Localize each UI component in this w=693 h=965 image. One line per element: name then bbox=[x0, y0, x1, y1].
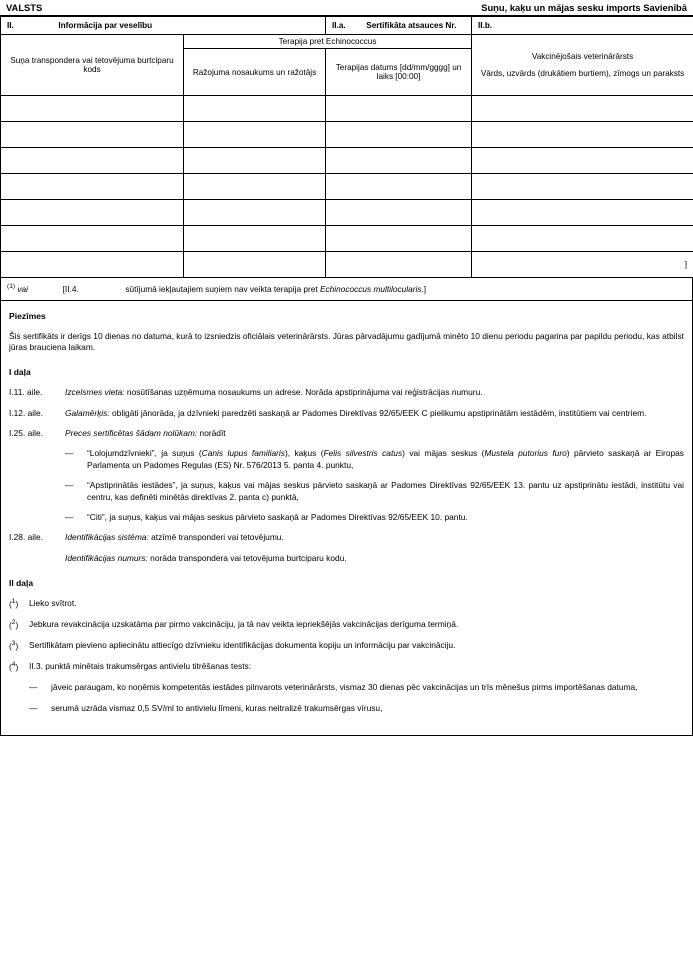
note-i12-label: I.12. aile. bbox=[9, 407, 43, 418]
notes-section bbox=[0, 301, 693, 736]
table-section-header-row bbox=[1, 17, 693, 35]
note-ii-3-text: Sertifikātam pievieno apliecinātu attiecīgo dzīvnieku identifikācijas dokumenta kopiju un informāciju par vakcināciju. bbox=[29, 640, 456, 651]
note-i28-body-2: Identifikācijas numurs: norāda transpondera vai tetovējuma burtciparu kodu. bbox=[65, 552, 347, 563]
cell-treatment-date[interactable] bbox=[326, 226, 472, 252]
column-header-product: Ražojuma nosaukums un ražotājs bbox=[184, 49, 326, 96]
cell-vet[interactable] bbox=[472, 122, 693, 148]
note-ii-4-number: ($^4$) bbox=[9, 661, 19, 673]
section-iib-number: II.b. bbox=[478, 21, 493, 30]
note-ii-2-number: ($^2$) bbox=[9, 619, 19, 630]
cell-transponder[interactable] bbox=[1, 96, 184, 122]
note-ii-3 bbox=[9, 640, 684, 652]
cell-treatment-date[interactable] bbox=[326, 96, 472, 122]
footnote-line bbox=[0, 278, 693, 301]
note-i11 bbox=[9, 387, 684, 398]
note-ii-4-bullets bbox=[9, 682, 684, 714]
cell-product[interactable] bbox=[184, 122, 326, 148]
notes-intro: Šis sertifikāts ir derīgs 10 dienas no datuma, kurā to izsniedzis oficiālais veterinārārsts. Jūras pārvadājumu gadījumā minēto 10 dienu periodu pagarina par papildu periodu, kas atbilst jūras brauciena laikam. bbox=[9, 330, 684, 353]
table-row[interactable] bbox=[1, 200, 693, 226]
section-ii-title: Informācija par veselību bbox=[58, 21, 153, 30]
cell-transponder[interactable] bbox=[1, 148, 184, 174]
dash-icon: — bbox=[29, 682, 38, 693]
footnote-italic-species: Echinococcus multilocularis bbox=[320, 283, 422, 294]
table-row-last[interactable] bbox=[1, 252, 693, 278]
cell-product[interactable] bbox=[184, 200, 326, 226]
cell-treatment-date[interactable] bbox=[326, 148, 472, 174]
footnote-marker: (1) bbox=[7, 283, 16, 290]
footnote-text-after: .] bbox=[421, 283, 427, 294]
section-iib-cell bbox=[472, 17, 693, 35]
cell-treatment-date[interactable] bbox=[326, 174, 472, 200]
note-i25-body: Preces sertificētas šādam nolūkam: norādīt bbox=[65, 428, 226, 439]
note-ii-4-bullet-1 bbox=[29, 682, 684, 693]
dash-icon: — bbox=[65, 480, 74, 491]
note-ii-2 bbox=[9, 619, 684, 631]
column-header-vet-details: Vārds, uzvārds (drukātiem burtiem), zīmogs un paraksts bbox=[480, 69, 685, 78]
footnote-vai: vai bbox=[17, 283, 28, 294]
section-ii-cell bbox=[1, 17, 326, 35]
certificate-table bbox=[0, 16, 693, 278]
part1-title: I daļa bbox=[9, 367, 31, 378]
cell-transponder[interactable] bbox=[1, 174, 184, 200]
cell-treatment-date[interactable] bbox=[326, 252, 472, 278]
cell-vet[interactable] bbox=[472, 148, 693, 174]
footnote-ref: [II.4. bbox=[62, 283, 79, 294]
note-i12 bbox=[9, 408, 684, 419]
cell-product[interactable] bbox=[184, 226, 326, 252]
section-iia-title: Sertifikāta atsauces Nr. bbox=[366, 21, 457, 30]
note-i25-bullets bbox=[9, 448, 684, 523]
header-title: Suņu, kaķu un mājas sesku imports Savienībā bbox=[481, 2, 687, 13]
section-ii-number: II. bbox=[7, 21, 14, 30]
dash-icon: — bbox=[65, 448, 74, 459]
group-header-echinococcus: Terapija pret Echinococcus bbox=[184, 35, 472, 49]
note-i11-body: Izcelsmes vieta: nosūtīšanas uzņēmuma nosaukums un adrese. Norāda apstiprinājuma vai reģistrācijas numuru. bbox=[65, 387, 483, 398]
table-row[interactable] bbox=[1, 174, 693, 200]
table-group-header-row bbox=[1, 35, 693, 49]
note-i28-label: I.28. aile. bbox=[9, 532, 43, 543]
dash-icon: — bbox=[29, 702, 38, 713]
cell-vet[interactable] bbox=[472, 226, 693, 252]
note-ii-4 bbox=[9, 661, 684, 673]
section-iia-cell bbox=[326, 17, 472, 35]
note-i28-spacer bbox=[9, 553, 65, 564]
cell-product[interactable] bbox=[184, 148, 326, 174]
note-i28 bbox=[9, 532, 684, 543]
group-header-vet-label: Vakcinējošais veterinārārsts bbox=[531, 52, 634, 61]
cell-transponder[interactable] bbox=[1, 226, 184, 252]
cell-product[interactable] bbox=[184, 174, 326, 200]
note-ii-4-bullet-2 bbox=[29, 703, 684, 714]
notes-title: Piezīmes bbox=[9, 310, 46, 321]
note-i25-bullet-2-text: “Apstiprinātās iestādes”, ja suņus, kaķus vai mājas seskus pārvieto saskaņā ar Padomes Direktīvas 92/65/EEK 13. pantu uz apstiprinātu iestādi, institūtu vai centru, kas definēti minētās direktīvas 2. panta c) punktā, bbox=[87, 480, 684, 502]
cell-transponder[interactable] bbox=[1, 252, 184, 278]
note-ii-1-text: Lieko svītrot. bbox=[29, 597, 77, 608]
cell-transponder[interactable] bbox=[1, 200, 184, 226]
note-ii-3-number: ($^3$) bbox=[9, 640, 19, 651]
note-ii-2-text: Jebkura revakcinācija uzskatāma par pirmo vakcināciju, ja tā nav veikta iepriekšējās vakcinācijas derīguma termiņā. bbox=[29, 619, 459, 630]
table-row[interactable] bbox=[1, 226, 693, 252]
note-i25-bullet-3 bbox=[65, 512, 684, 523]
note-i25-label: I.25. aile. bbox=[9, 428, 43, 439]
page-header bbox=[0, 0, 693, 16]
cell-product[interactable] bbox=[184, 96, 326, 122]
cell-product[interactable] bbox=[184, 252, 326, 278]
note-i11-label: I.11. aile. bbox=[9, 387, 43, 398]
section-iia-number: II.a. bbox=[332, 21, 346, 30]
note-i25 bbox=[9, 428, 684, 439]
note-i28-body-1: Identifikācijas sistēma: atzīmē transponderi vai tetovējumu. bbox=[65, 532, 284, 543]
part2-title: II daļa bbox=[9, 577, 34, 588]
note-ii-4-bullet-2-text: serumā uzrāda vismaz 0,5 SV/ml to antivielu līmeni, kuras neitralizē trakumsērgas vīrusu, bbox=[51, 702, 383, 713]
note-i12-body: Galamērķis: obligāti jānorāda, ja dzīvnieki paredzēti saskaņā ar Padomes Direktīvas 92/65/EEK C pielikumu apstiprinātām iestādēm, institūtiem vai centriem. bbox=[65, 407, 647, 418]
note-i25-bullet-1 bbox=[65, 448, 684, 471]
column-header-treatment-date: Terapijas datums [dd/mm/gggg] un laiks [00:00] bbox=[326, 49, 472, 96]
note-ii-4-bullet-1-text: jāveic paraugam, ko noņēmis kompetentās iestādes pilnvarots veterinārārsts, vismaz 30 dienas pēc vakcinācijas un trīs mēnešus pirms importēšanas datuma, bbox=[51, 682, 638, 693]
column-header-transponder: Suņa transpondera vai tetovējuma burtciparu kods bbox=[1, 35, 184, 96]
closing-bracket: ] bbox=[472, 252, 693, 278]
note-ii-4-text: II.3. punktā minētais trakumsērgas antivielu titrēšanas tests: bbox=[29, 661, 252, 672]
note-ii-1 bbox=[9, 598, 684, 610]
note-i28-second-line bbox=[9, 553, 684, 564]
note-ii-1-number: ($^1$) bbox=[9, 597, 19, 609]
group-header-vet bbox=[472, 35, 693, 96]
cell-treatment-date[interactable] bbox=[326, 122, 472, 148]
cell-treatment-date[interactable] bbox=[326, 200, 472, 226]
cell-vet[interactable] bbox=[472, 174, 693, 200]
header-country-label: VALSTS bbox=[6, 2, 43, 13]
note-i25-bullet-1-text: “Lolojumdzīvnieki”, ja suņus (Canis lupus familiaris), kaķus (Felis silvestris catus) vai mājas seskus (Mustela putorius furo) pārvieto saskaņā ar Eiropas Parlamenta un Padomes Regulas (ES) Nr. 576/2013 5. panta 4. punktu, bbox=[87, 448, 684, 470]
table-row[interactable] bbox=[1, 148, 693, 174]
cell-vet[interactable] bbox=[472, 96, 693, 122]
cell-transponder[interactable] bbox=[1, 122, 184, 148]
note-i25-bullet-3-text: “Citi”, ja suņus, kaķus vai mājas seskus pārvieto saskaņā ar Padomes Direktīvas 92/65/EEK 10. pantu. bbox=[87, 511, 468, 522]
cell-vet[interactable] bbox=[472, 200, 693, 226]
table-row[interactable] bbox=[1, 96, 693, 122]
dash-icon: — bbox=[65, 511, 74, 522]
table-row[interactable] bbox=[1, 122, 693, 148]
footnote-text-before: sūtījumā iekļautajiem suņiem nav veikta terapija pret bbox=[125, 283, 320, 294]
note-i25-bullet-2 bbox=[65, 480, 684, 503]
